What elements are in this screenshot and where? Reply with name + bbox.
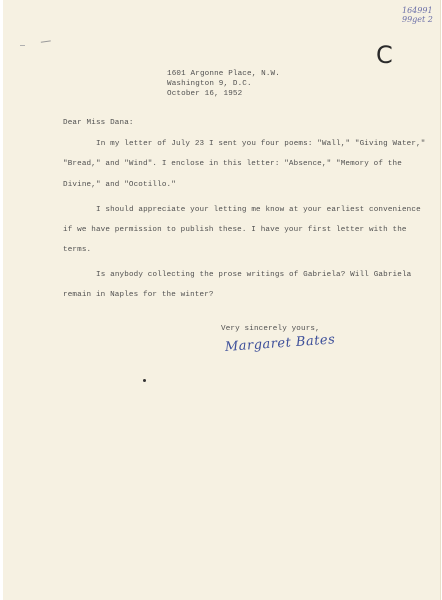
body-line: Divine," and "Ocotillo."	[63, 181, 176, 189]
body-line: if we have permission to publish these. I have your first letter with the	[63, 226, 407, 234]
archive-number-line2: 99get 2	[402, 15, 433, 24]
body-line: terms.	[63, 246, 92, 254]
address-line2: Washington 9, D.C.	[167, 80, 252, 88]
stray-mark	[143, 379, 146, 382]
body-line: "Bread," and "Wind". I enclose in this letter: "Absence," "Memory of the	[63, 160, 402, 168]
letter-page	[3, 0, 441, 600]
body-line: remain in Naples for the winter?	[63, 291, 214, 299]
body-line: In my letter of July 23 I sent you four poems: "Wall," "Giving Water,"	[96, 140, 426, 148]
closing: Very sincerely yours,	[221, 325, 320, 333]
pencil-mark	[41, 40, 51, 45]
signature: Margaret Bates	[224, 332, 336, 355]
body-line: I should appreciate your letting me know at your earliest convenience	[96, 206, 421, 214]
archive-number-line1: 164991	[402, 6, 433, 15]
address-line1: 1601 Argonne Place, N.W.	[167, 70, 280, 78]
archive-number	[402, 6, 433, 24]
salutation: Dear Miss Dana:	[63, 119, 134, 127]
letter-date: October 16, 1952	[167, 90, 243, 98]
pencil-mark	[20, 45, 25, 48]
archive-circled-letter: C	[376, 41, 393, 69]
body-line: Is anybody collecting the prose writings of Gabriela? Will Gabriela	[96, 271, 412, 279]
